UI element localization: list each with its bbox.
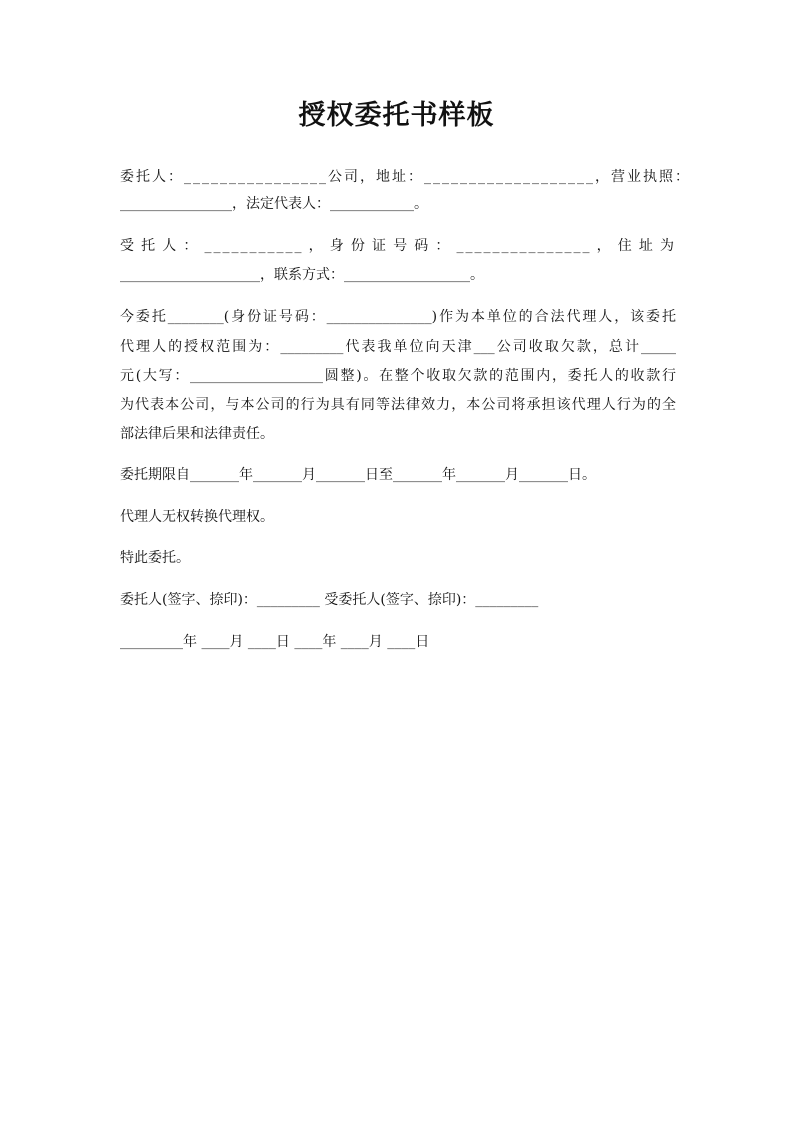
license-representative-line: ________________，法定代表人：____________。 xyxy=(120,196,428,212)
document-title: 授权委托书样板 xyxy=(298,100,495,131)
no-transfer-line: 代理人无权转换代理权。 xyxy=(120,509,274,525)
signature-line: 委托人(签字、捺印)：_________ 受委托人(签字、捺印)：_________ xyxy=(120,592,539,608)
authorization-line-1: 今委托________(身份证号码：_______________)作为本单位的合法代理人，该委托 xyxy=(120,309,676,325)
authorization-line-2: 代理人的授权范围为：_________代表我单位向天津___公司收取欠款，总计_____ xyxy=(120,339,676,355)
authorization-line-3: 元(大写：___________________圆整)。在整个收取欠款的范围内，委托人的收款行 xyxy=(120,368,676,384)
term-line: 委托期限自_______年_______月_______日至_______年_______月_______日。 xyxy=(120,467,596,483)
hereby-line: 特此委托。 xyxy=(120,550,190,566)
agent-line: 受托人：___________，身份证号码：_______________，住址为 xyxy=(120,238,676,254)
agent-address-contact-line: ____________________，联系方式：__________________。 xyxy=(120,267,484,283)
authorization-line-4: 为代表本公司，与本公司的行为具有同等法律效力，本公司将承担该代理人行为的全 xyxy=(120,397,676,413)
authorization-line-5: 部法律后果和法律责任。 xyxy=(120,426,274,442)
principal-line: 委托人：________________公司，地址：___________________，营业执照： xyxy=(120,169,691,185)
date-line: _________年 ____月 ____日 ____年 ____月 ____日 xyxy=(120,634,430,650)
